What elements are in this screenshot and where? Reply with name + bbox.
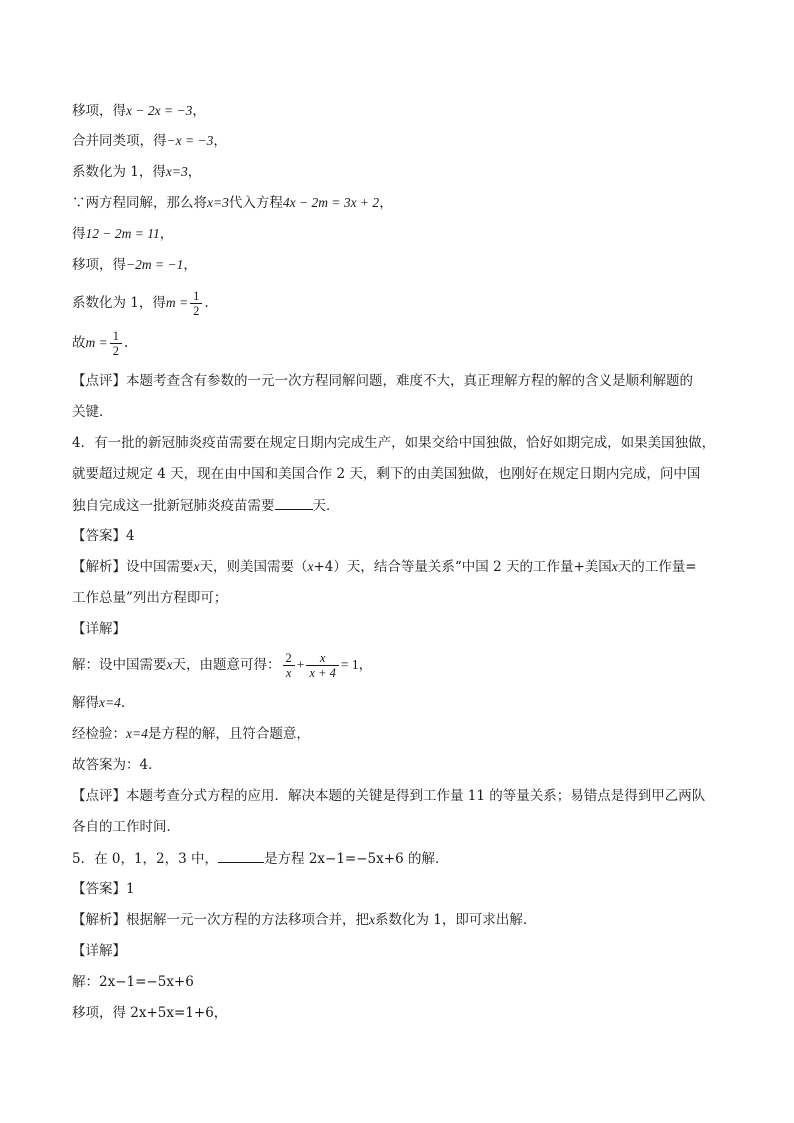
text: 关键．	[72, 404, 113, 420]
text: 天，由题意可得：	[172, 657, 281, 673]
text: .	[204, 295, 209, 311]
text: 系数化为 1，得	[72, 164, 166, 180]
comment-4-cont	[72, 817, 734, 837]
comment-1	[72, 371, 734, 391]
variable: x	[166, 657, 173, 672]
question-4-line-1	[72, 433, 734, 453]
equation: 12 − 2m = 11	[85, 226, 160, 241]
text: .	[123, 335, 129, 351]
text: ，	[192, 103, 206, 119]
plus-sign: +	[296, 657, 305, 672]
equation: x=4	[126, 726, 148, 741]
line-combine	[72, 131, 734, 151]
text: +4）天，结合等量关系“中国 2 天的工作量+美国	[313, 559, 612, 575]
text: ，	[358, 657, 373, 673]
answer-blank	[275, 495, 313, 510]
text: 天．	[312, 498, 340, 514]
line-transpose-1	[72, 101, 734, 121]
equation: x=4	[99, 695, 121, 710]
line-coefficient-2	[72, 286, 734, 320]
text: 得	[72, 226, 86, 242]
text: 【详解】	[72, 943, 126, 959]
text: 解得	[72, 695, 99, 711]
denominator: x	[285, 666, 292, 680]
text: 工作总量”列出方程即可；	[72, 590, 228, 606]
numerator: 1	[190, 289, 202, 304]
line-conclusion	[72, 326, 734, 360]
answer-4	[72, 526, 734, 546]
analysis-5	[72, 910, 734, 930]
text: ，	[379, 195, 393, 211]
text: ∵两方程同解，那么将	[72, 195, 207, 211]
fraction	[190, 289, 202, 318]
variable: x	[611, 559, 618, 574]
text: 解：2x−1=−5x+6	[72, 974, 194, 990]
text: ，	[159, 226, 174, 242]
text: 故	[72, 335, 86, 351]
equation: −x = −3	[166, 133, 214, 148]
solve-result-4	[72, 693, 734, 713]
answer-blank	[218, 848, 264, 863]
variable: x	[369, 912, 375, 927]
final-answer-4	[72, 755, 734, 775]
text: 4．有一批的新冠肺炎疫苗需要在规定日期内完成生产，如果交给中国独做，恰好如期完成，如果美国独做，	[72, 435, 716, 451]
text: 就要超过规定 4 天，现在由中国和美国合作 2 天，剩下的由美国独做，也刚好在规定日期内完成，问中国	[72, 466, 701, 482]
verification-4	[72, 724, 734, 744]
equation: x=3	[207, 195, 229, 210]
text: ，	[213, 133, 227, 149]
text: 各自的工作时间．	[72, 819, 180, 835]
text: 移项，得	[72, 103, 126, 119]
question-4-line-2	[72, 464, 734, 484]
detail-heading-4	[72, 619, 734, 639]
line-result	[72, 224, 734, 244]
equation: x=3	[165, 164, 188, 179]
text: 是方程 2x−1=−5x+6 的解．	[264, 851, 449, 867]
numerator: 1	[110, 329, 122, 344]
text: ，	[187, 164, 202, 180]
line-transpose-2	[72, 255, 734, 275]
analysis-4	[72, 557, 734, 577]
text: 移项，得	[72, 257, 126, 273]
solution-5-line-2	[72, 1003, 734, 1023]
solution-equation-4	[72, 648, 734, 682]
question-5	[72, 848, 734, 869]
equation: 4x − 2m = 3x + 2	[282, 195, 380, 210]
fraction	[110, 329, 122, 358]
equation: = 1	[340, 657, 359, 672]
denominator: x + 4	[309, 666, 336, 680]
text: 5．在 0，1，2，3 中，	[72, 851, 219, 867]
text: 【解析】设中国需要	[72, 559, 194, 575]
question-4-line-3	[72, 495, 734, 516]
numerator: x	[306, 651, 338, 666]
text: 系数化为 1，得	[72, 295, 166, 311]
equation: m =	[85, 335, 108, 350]
variable: x	[307, 559, 314, 574]
equation: x − 2x = −3	[126, 103, 193, 118]
text: 故答案为：4．	[72, 757, 162, 773]
text: 【答案】4	[72, 528, 135, 544]
text: 移项，得 2x+5x=1+6，	[72, 1005, 228, 1021]
text: 【点评】本题考查分式方程的应用．解决本题的关键是得到工作量 11 的等量关系；易错点是得到甲乙两队	[72, 788, 706, 804]
text: ，	[183, 257, 197, 273]
equation: −2m = −1	[126, 257, 184, 272]
denominator: 2	[112, 344, 119, 358]
answer-5	[72, 879, 734, 899]
line-substitute	[72, 193, 734, 213]
fraction	[306, 651, 338, 680]
comment-1-cont	[72, 402, 734, 422]
solution-5-line-1	[72, 972, 734, 992]
text: 【解析】根据解一元一次方程的方法移项合并，把	[72, 912, 369, 928]
text: 天，则美国需要（	[199, 559, 308, 575]
numerator: 2	[283, 651, 295, 666]
text: 独自完成这一批新冠肺炎疫苗需要	[72, 498, 275, 514]
line-coefficient-1	[72, 162, 734, 182]
text: 【详解】	[72, 621, 126, 637]
analysis-4-cont	[72, 588, 734, 608]
text: 解：设中国需要	[72, 657, 167, 673]
text: 天的工作量=	[617, 559, 697, 575]
text: 合并同类项，得	[72, 133, 167, 149]
fraction	[283, 651, 295, 680]
text: 【答案】1	[72, 881, 135, 897]
text: 【点评】本题考查含有参数的一元一次方程同解问题，难度不大，真正理解方程的解的含义是顺利解题的	[72, 373, 693, 389]
text: 系数化为 1，即可求出解．	[375, 912, 537, 928]
text: 经检验：	[72, 726, 126, 742]
comment-4	[72, 786, 734, 806]
variable: x	[193, 559, 200, 574]
denominator: 2	[193, 304, 200, 318]
equation: m =	[165, 295, 189, 310]
detail-heading-5	[72, 941, 734, 961]
text: .	[120, 695, 126, 711]
text: 代入方程	[228, 195, 283, 211]
text: 是方程的解，且符合题意，	[147, 726, 310, 742]
